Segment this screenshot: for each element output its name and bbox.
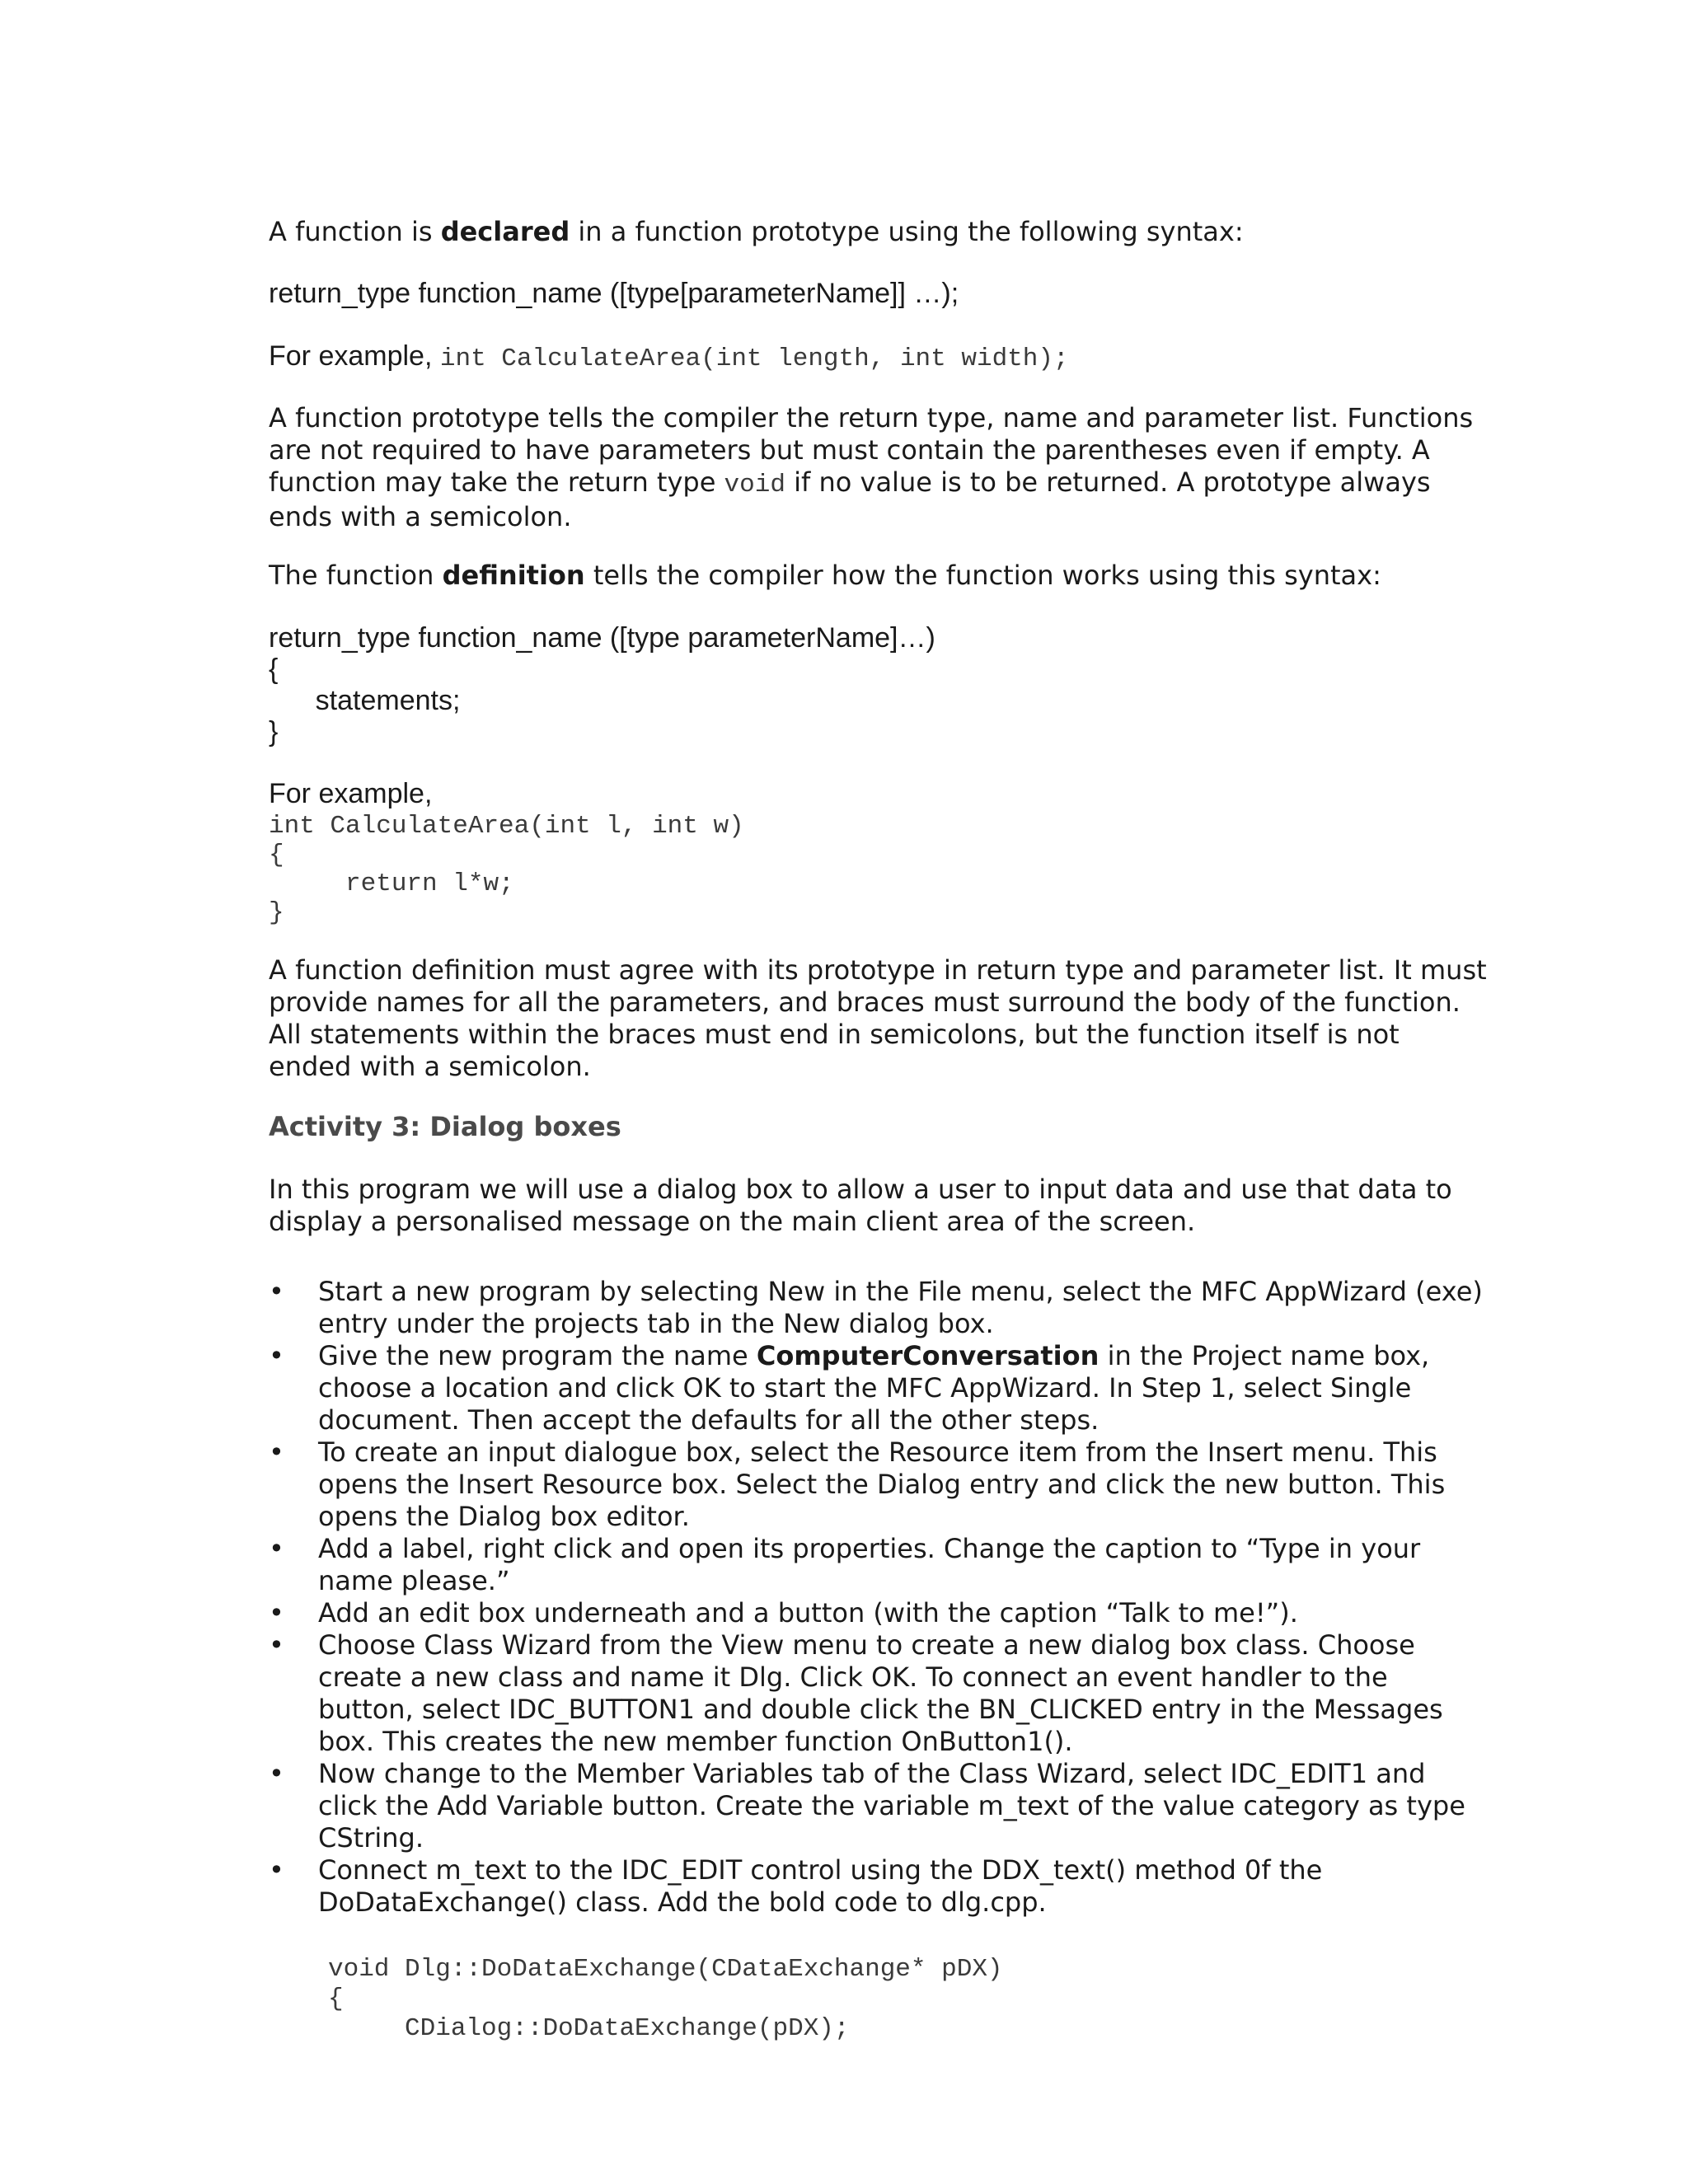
bold-term: ComputerConversation <box>756 1340 1100 1371</box>
paragraph-intro: In this program we will use a dialog box to allow a user to input data and use that data to display a personalised message on the main client area of the screen. <box>269 1174 1452 1237</box>
code-line: CDialog::DoDataExchange(pDX); <box>328 2014 850 2043</box>
text: Give the new program the name <box>318 1340 757 1371</box>
text: tells the compiler how the function works using this syntax: <box>584 560 1381 591</box>
bullet-icon: • <box>269 1533 284 1564</box>
text: Choose Class Wizard from the View menu to create a new dialog box class. Choose create a new class and name it Dlg. Click OK. To connect an event handler to the button, select IDC_BUTTON1 and double click the BN_CLICKED entry in the Messages box. This creates the new member function OnButton1(). <box>318 1629 1443 1757</box>
text: in a function prototype using the following syntax: <box>570 216 1244 247</box>
text: To create an input dialogue box, select the Resource item from the Insert menu. This opens the Insert Resource box. Select the Dialog entry and click the new button. This opens the Dialog box editor. <box>318 1436 1446 1532</box>
text: Start a new program by selecting New in the File menu, select the MFC AppWizard (exe) entry under the projects tab in the New dialog box. <box>318 1276 1483 1339</box>
text: Now change to the Member Variables tab of the Class Wizard, select IDC_EDIT1 and click the Add Variable button. Create the variable m_text of the value category as type CString. <box>318 1758 1465 1854</box>
code-line: return l*w; <box>269 869 514 898</box>
definition-syntax-line: return_type function_name ([type parameterName]…) <box>269 622 935 654</box>
list-item <box>269 1758 1489 1854</box>
example-prototype <box>269 340 1069 375</box>
instruction-list <box>269 1276 1489 1919</box>
bullet-icon: • <box>269 1597 284 1629</box>
list-item <box>269 1276 1489 1340</box>
text: Connect m_text to the IDC_EDIT control using the DDX_text() method 0f the DoDataExchange() class. Add the bold code to dlg.cpp. <box>318 1854 1323 1918</box>
code-keyword: void <box>724 471 785 499</box>
list-item <box>269 1533 1489 1597</box>
code-snippet: int CalculateArea(int length, int width); <box>439 344 1069 373</box>
bold-term: definition <box>442 560 585 591</box>
list-item <box>269 1340 1489 1436</box>
section-heading: Activity 3: Dialog boxes <box>269 1111 621 1142</box>
list-item <box>269 1597 1489 1629</box>
code-line: { <box>269 841 284 869</box>
bullet-icon: • <box>269 1340 284 1371</box>
definition-syntax-line: statements; <box>269 685 461 716</box>
text: if no value is to be returned. A prototype always ends with a semicolon. <box>269 466 1431 532</box>
definition-syntax-line: } <box>269 716 279 748</box>
example-label: For example, <box>269 778 433 809</box>
code-line: } <box>269 898 284 927</box>
bullet-icon: • <box>269 1854 284 1886</box>
list-item <box>269 1854 1489 1919</box>
paragraph-definition <box>269 560 1381 592</box>
code-line: int CalculateArea(int l, int w) <box>269 812 744 841</box>
text: The function <box>269 560 443 591</box>
bold-term: declared <box>440 216 570 247</box>
bullet-icon: • <box>269 1629 284 1661</box>
text: A function prototype tells the compiler the return type, name and parameter list. Functions are not required to have parameters but must contain the parentheses even if empty. A function may take the return type <box>269 402 1474 498</box>
code-line: void Dlg::DoDataExchange(CDataExchange* pDX) <box>328 1955 1003 1984</box>
text: Add a label, right click and open its properties. Change the caption to “Type in your name please.” <box>318 1533 1421 1596</box>
text: in the Project name box, choose a location and click OK to start the MFC AppWizard. In Step 1, select Single document. Then accept the defaults for all the other steps. <box>318 1340 1430 1436</box>
bullet-icon: • <box>269 1758 284 1789</box>
example-label: For example, <box>269 340 440 372</box>
definition-syntax-line: { <box>269 654 279 685</box>
paragraph-declared <box>269 216 1244 248</box>
bullet-icon: • <box>269 1276 284 1307</box>
prototype-syntax: return_type function_name ([type[parameterName]] …); <box>269 278 959 309</box>
code-line: { <box>328 1985 344 2013</box>
list-item <box>269 1629 1489 1758</box>
paragraph-prototype <box>269 402 1489 533</box>
text: Add an edit box underneath and a button (with the caption “Talk to me!”). <box>318 1597 1298 1629</box>
paragraph-definition-rules: A function definition must agree with its prototype in return type and parameter list. It must provide names for all the parameters, and braces must surround the body of the function. All statements within the braces must end in semicolons, but the function itself is not ended with a semicolon. <box>269 954 1487 1082</box>
bullet-icon: • <box>269 1436 284 1468</box>
text: A function is <box>269 216 441 247</box>
list-item <box>269 1436 1489 1533</box>
